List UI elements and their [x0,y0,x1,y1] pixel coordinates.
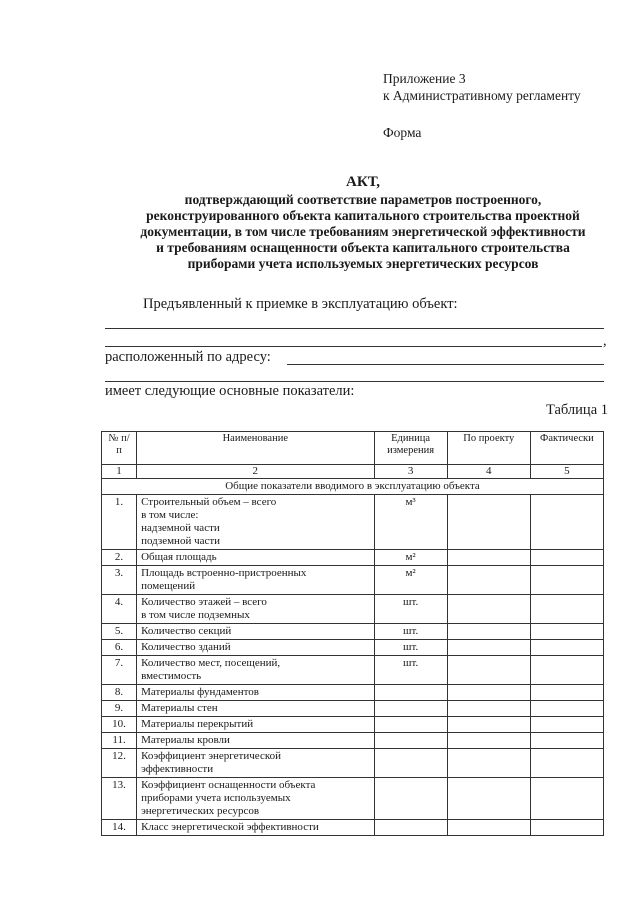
row-unit [374,685,447,701]
row-name: Площадь встроенно-пристроенных помещений [137,566,374,595]
header-unit: Единица измерения [374,432,447,465]
section-row [102,479,604,495]
row-number: 11. [102,733,137,749]
row-unit: шт. [374,624,447,640]
indicators-table [101,431,604,836]
header-number: № п/п [102,432,137,465]
object-line-comma: , [603,333,607,349]
row-actual-value [530,717,603,733]
row-actual-value [530,656,603,685]
row-number: 3. [102,566,137,595]
appendix-line-1: Приложение 3 [383,71,466,86]
row-unit [374,820,447,836]
row-project-value [447,624,530,640]
row-number: 12. [102,749,137,778]
row-name: Материалы стен [137,701,374,717]
row-actual-value [530,640,603,656]
row-project-value [447,656,530,685]
row-project-value [447,733,530,749]
table-row [102,733,604,749]
row-unit: м³ [374,495,447,550]
row-actual-value [530,685,603,701]
row-project-value [447,717,530,733]
column-number: 3 [374,465,447,479]
section-title: Общие показатели вводимого в эксплуатацию объекта [102,479,604,495]
column-number: 2 [137,465,374,479]
table-row [102,566,604,595]
row-project-value [447,495,530,550]
row-name: Общая площадь [137,550,374,566]
table-header-row [102,432,604,465]
header-name: Наименование [137,432,374,465]
row-name: Коэффициент энергетической эффективности [137,749,374,778]
row-project-value [447,640,530,656]
object-fill-line-1 [105,328,604,329]
row-project-value [447,749,530,778]
row-project-value [447,595,530,624]
row-number: 9. [102,701,137,717]
form-label: Форма [383,125,422,140]
act-title-main: АКТ, [346,174,380,190]
table-caption: Таблица 1 [545,402,608,418]
table-row [102,778,604,820]
row-name: Строительный объем – всего в том числе: надземной части подземной части [137,495,374,550]
row-unit [374,701,447,717]
act-title-line-3: документации, в том числе требованиям энергетической эффективности [140,224,586,239]
row-unit [374,733,447,749]
act-title [100,174,626,272]
table-row [102,495,604,550]
table-row [102,701,604,717]
header-actual: Фактически [530,432,603,465]
row-unit: шт. [374,656,447,685]
row-unit [374,778,447,820]
address-label: расположенный по адресу: [105,349,271,365]
row-unit [374,749,447,778]
table-row [102,656,604,685]
row-unit: шт. [374,640,447,656]
row-unit: м² [374,550,447,566]
table-row [102,640,604,656]
row-project-value [447,701,530,717]
row-number: 5. [102,624,137,640]
address-fill-line-1 [287,364,604,365]
row-project-value [447,778,530,820]
row-number: 10. [102,717,137,733]
column-number: 4 [447,465,530,479]
row-number: 8. [102,685,137,701]
column-number: 1 [102,465,137,479]
row-number: 13. [102,778,137,820]
appendix-header [383,70,581,104]
act-title-line-2: реконструированного объекта капитального строительства проектной [146,208,580,223]
column-number: 5 [530,465,603,479]
row-project-value [447,550,530,566]
row-actual-value [530,701,603,717]
row-actual-value [530,733,603,749]
act-title-line-4: и требованиям оснащенности объекта капитального строительства [156,240,570,255]
row-project-value [447,685,530,701]
table-row [102,550,604,566]
row-actual-value [530,778,603,820]
row-name: Материалы перекрытий [137,717,374,733]
act-title-line-1: подтверждающий соответствие параметров построенного, [184,192,542,207]
row-number: 4. [102,595,137,624]
table-row [102,820,604,836]
table-row [102,685,604,701]
object-fill-line-2 [105,346,602,347]
header-project: По проекту [447,432,530,465]
row-unit: м² [374,566,447,595]
row-unit [374,717,447,733]
row-name: Материалы фундаментов [137,685,374,701]
row-name: Количество зданий [137,640,374,656]
row-actual-value [530,495,603,550]
row-name: Количество секций [137,624,374,640]
row-actual-value [530,749,603,778]
row-unit: шт. [374,595,447,624]
row-number: 1. [102,495,137,550]
row-actual-value [530,624,603,640]
table-row [102,624,604,640]
row-name: Материалы кровли [137,733,374,749]
column-number-row [102,465,604,479]
row-number: 7. [102,656,137,685]
table-row [102,717,604,733]
indicators-label: имеет следующие основные показатели: [105,383,355,399]
row-number: 2. [102,550,137,566]
appendix-line-2: к Административному регламенту [383,88,581,103]
row-name: Количество этажей – всего в том числе подземных [137,595,374,624]
act-title-line-5: приборами учета используемых энергетических ресурсов [187,256,539,271]
row-number: 6. [102,640,137,656]
table-row [102,749,604,778]
row-actual-value [530,566,603,595]
row-project-value [447,566,530,595]
row-number: 14. [102,820,137,836]
row-actual-value [530,820,603,836]
address-fill-line-2 [105,381,604,382]
row-name: Количество мест, посещений, вместимость [137,656,374,685]
row-actual-value [530,595,603,624]
row-project-value [447,820,530,836]
row-actual-value [530,550,603,566]
row-name: Класс энергетической эффективности [137,820,374,836]
table-row [102,595,604,624]
row-name: Коэффициент оснащенности объекта приборами учета используемых энергетических ресурсов [137,778,374,820]
object-label: Предъявленный к приемке в эксплуатацию объект: [143,296,458,312]
